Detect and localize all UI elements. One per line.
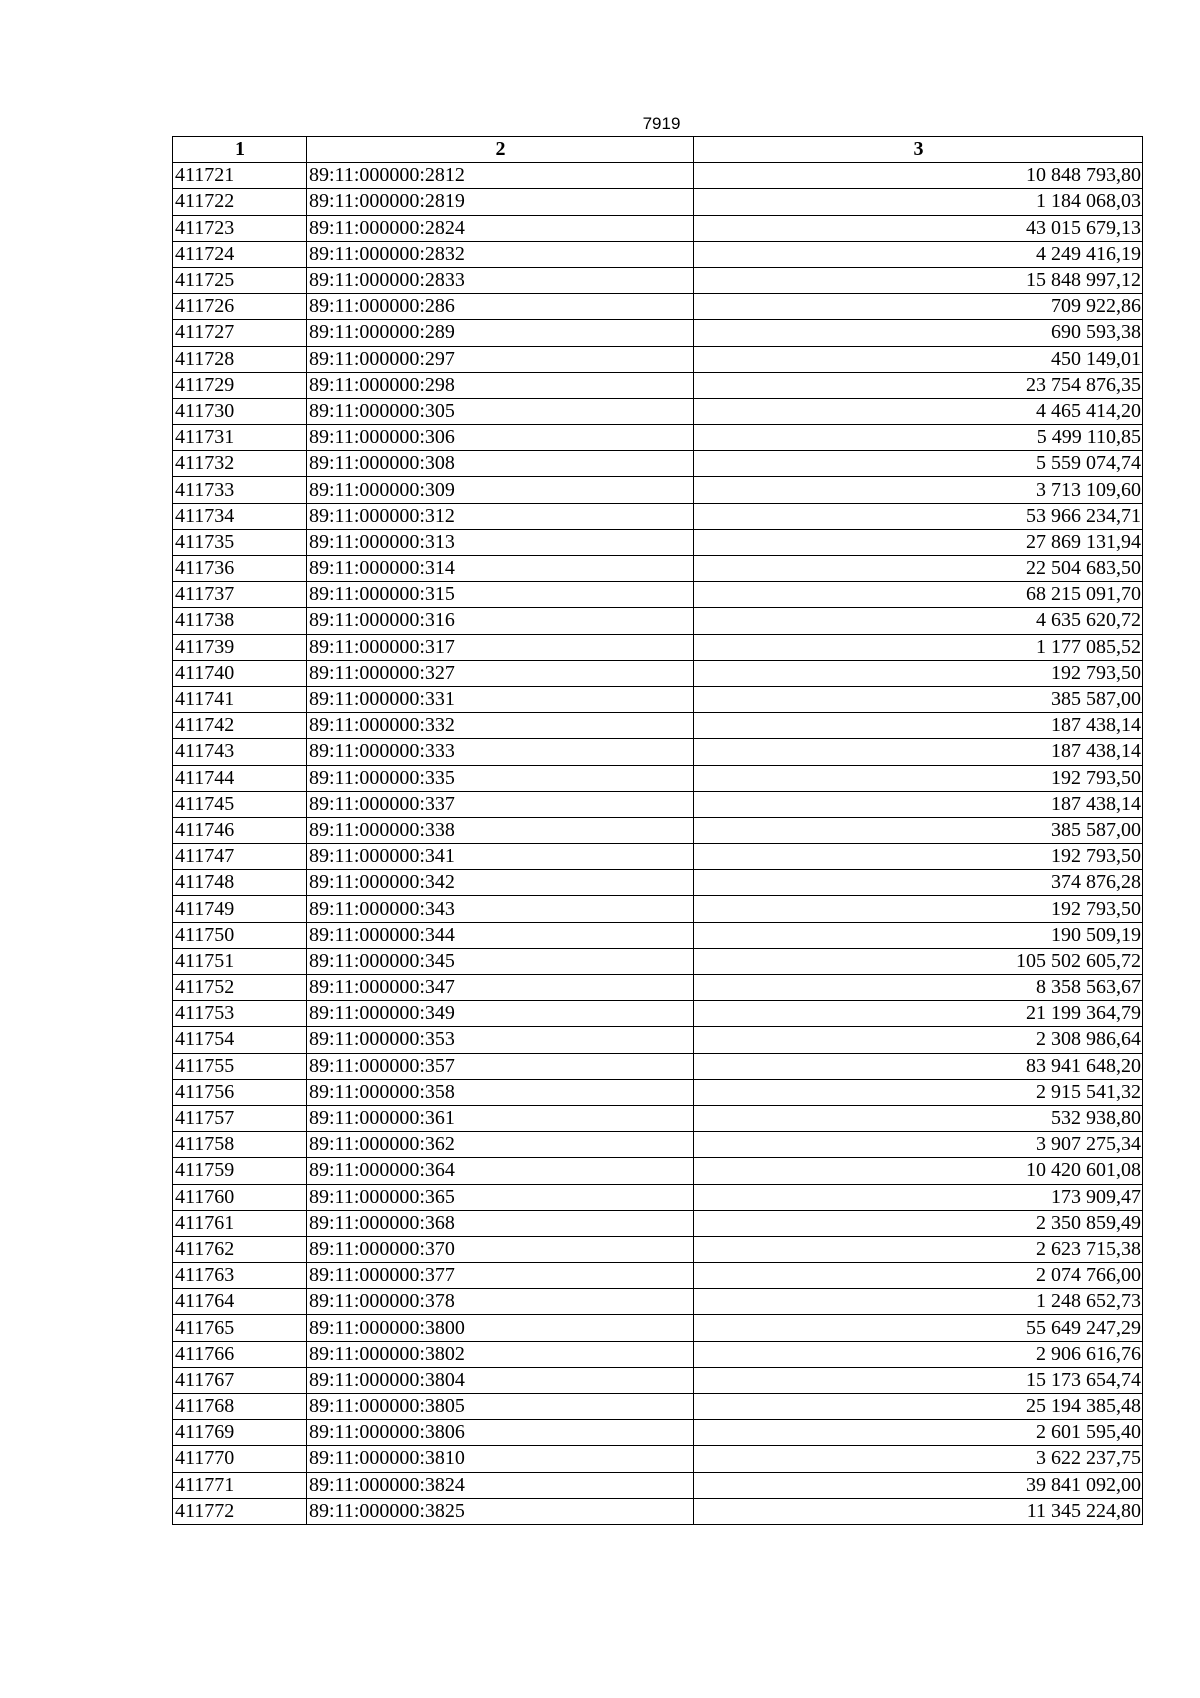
table-row <box>173 503 1143 529</box>
row-number-cell: 411765 <box>173 1315 307 1341</box>
row-number-cell: 411749 <box>173 896 307 922</box>
cadastral-number-cell: 89:11:000000:377 <box>307 1263 694 1289</box>
cadastral-number-cell: 89:11:000000:341 <box>307 844 694 870</box>
row-number-cell: 411754 <box>173 1027 307 1053</box>
table-body <box>173 163 1143 1525</box>
table-row <box>173 346 1143 372</box>
cadastral-number-cell: 89:11:000000:308 <box>307 451 694 477</box>
row-number-cell: 411752 <box>173 975 307 1001</box>
value-cell: 53 966 234,71 <box>694 503 1143 529</box>
value-cell: 709 922,86 <box>694 294 1143 320</box>
cadastral-number-cell: 89:11:000000:331 <box>307 686 694 712</box>
table-row <box>173 1367 1143 1393</box>
value-cell: 187 438,14 <box>694 791 1143 817</box>
cadastral-number-cell: 89:11:000000:317 <box>307 634 694 660</box>
row-number-cell: 411743 <box>173 739 307 765</box>
column-header-3: 3 <box>694 137 1143 163</box>
cadastral-number-cell: 89:11:000000:368 <box>307 1210 694 1236</box>
table-row <box>173 425 1143 451</box>
table-row <box>173 1472 1143 1498</box>
value-cell: 43 015 679,13 <box>694 215 1143 241</box>
table-row <box>173 739 1143 765</box>
table-row <box>173 1105 1143 1131</box>
table-row <box>173 1132 1143 1158</box>
value-cell: 187 438,14 <box>694 739 1143 765</box>
cadastral-number-cell: 89:11:000000:364 <box>307 1158 694 1184</box>
table-row <box>173 817 1143 843</box>
cadastral-number-cell: 89:11:000000:347 <box>307 975 694 1001</box>
row-number-cell: 411753 <box>173 1001 307 1027</box>
value-cell: 105 502 605,72 <box>694 948 1143 974</box>
value-cell: 532 938,80 <box>694 1105 1143 1131</box>
cadastral-number-cell: 89:11:000000:298 <box>307 372 694 398</box>
cadastral-number-cell: 89:11:000000:349 <box>307 1001 694 1027</box>
row-number-cell: 411740 <box>173 660 307 686</box>
value-cell: 4 249 416,19 <box>694 241 1143 267</box>
value-cell: 21 199 364,79 <box>694 1001 1143 1027</box>
cadastral-number-cell: 89:11:000000:297 <box>307 346 694 372</box>
row-number-cell: 411756 <box>173 1079 307 1105</box>
table-row <box>173 634 1143 660</box>
value-cell: 25 194 385,48 <box>694 1394 1143 1420</box>
value-cell: 15 848 997,12 <box>694 267 1143 293</box>
value-cell: 187 438,14 <box>694 713 1143 739</box>
value-cell: 385 587,00 <box>694 817 1143 843</box>
value-cell: 23 754 876,35 <box>694 372 1143 398</box>
table-row <box>173 870 1143 896</box>
value-cell: 192 793,50 <box>694 660 1143 686</box>
row-number-cell: 411745 <box>173 791 307 817</box>
value-cell: 27 869 131,94 <box>694 529 1143 555</box>
table-row <box>173 1236 1143 1262</box>
cadastral-number-cell: 89:11:000000:362 <box>307 1132 694 1158</box>
cadastral-number-cell: 89:11:000000:315 <box>307 582 694 608</box>
row-number-cell: 411757 <box>173 1105 307 1131</box>
row-number-cell: 411737 <box>173 582 307 608</box>
cadastral-number-cell: 89:11:000000:358 <box>307 1079 694 1105</box>
value-cell: 3 713 109,60 <box>694 477 1143 503</box>
cadastral-number-cell: 89:11:000000:342 <box>307 870 694 896</box>
value-cell: 5 499 110,85 <box>694 425 1143 451</box>
table-header <box>173 137 1143 163</box>
table-row <box>173 372 1143 398</box>
table-row <box>173 975 1143 1001</box>
cadastral-number-cell: 89:11:000000:309 <box>307 477 694 503</box>
cadastral-number-cell: 89:11:000000:2812 <box>307 163 694 189</box>
value-cell: 2 623 715,38 <box>694 1236 1143 1262</box>
row-number-cell: 411730 <box>173 398 307 424</box>
cadastral-number-cell: 89:11:000000:3804 <box>307 1367 694 1393</box>
table-row <box>173 1027 1143 1053</box>
row-number-cell: 411763 <box>173 1263 307 1289</box>
row-number-cell: 411772 <box>173 1498 307 1524</box>
value-cell: 1 184 068,03 <box>694 189 1143 215</box>
table-row <box>173 922 1143 948</box>
cadastral-number-cell: 89:11:000000:313 <box>307 529 694 555</box>
row-number-cell: 411747 <box>173 844 307 870</box>
cadastral-number-cell: 89:11:000000:333 <box>307 739 694 765</box>
value-cell: 690 593,38 <box>694 320 1143 346</box>
row-number-cell: 411728 <box>173 346 307 372</box>
value-cell: 10 848 793,80 <box>694 163 1143 189</box>
table-row <box>173 608 1143 634</box>
value-cell: 173 909,47 <box>694 1184 1143 1210</box>
value-cell: 192 793,50 <box>694 844 1143 870</box>
value-cell: 83 941 648,20 <box>694 1053 1143 1079</box>
value-cell: 2 601 595,40 <box>694 1420 1143 1446</box>
row-number-cell: 411760 <box>173 1184 307 1210</box>
row-number-cell: 411748 <box>173 870 307 896</box>
cadastral-number-cell: 89:11:000000:353 <box>307 1027 694 1053</box>
table-row <box>173 556 1143 582</box>
value-cell: 385 587,00 <box>694 686 1143 712</box>
row-number-cell: 411771 <box>173 1472 307 1498</box>
row-number-cell: 411741 <box>173 686 307 712</box>
registry-table <box>172 136 1143 1525</box>
table-row <box>173 765 1143 791</box>
row-number-cell: 411767 <box>173 1367 307 1393</box>
row-number-cell: 411733 <box>173 477 307 503</box>
row-number-cell: 411739 <box>173 634 307 660</box>
value-cell: 2 915 541,32 <box>694 1079 1143 1105</box>
cadastral-number-cell: 89:11:000000:2824 <box>307 215 694 241</box>
cadastral-number-cell: 89:11:000000:361 <box>307 1105 694 1131</box>
row-number-cell: 411761 <box>173 1210 307 1236</box>
table-row <box>173 1315 1143 1341</box>
value-cell: 1 177 085,52 <box>694 634 1143 660</box>
row-number-cell: 411724 <box>173 241 307 267</box>
table-row <box>173 686 1143 712</box>
cadastral-number-cell: 89:11:000000:306 <box>307 425 694 451</box>
table-row <box>173 1001 1143 1027</box>
row-number-cell: 411736 <box>173 556 307 582</box>
table-row <box>173 948 1143 974</box>
cadastral-number-cell: 89:11:000000:316 <box>307 608 694 634</box>
cadastral-number-cell: 89:11:000000:2832 <box>307 241 694 267</box>
row-number-cell: 411742 <box>173 713 307 739</box>
table-row <box>173 215 1143 241</box>
table-row <box>173 398 1143 424</box>
cadastral-number-cell: 89:11:000000:312 <box>307 503 694 529</box>
cadastral-number-cell: 89:11:000000:3810 <box>307 1446 694 1472</box>
cadastral-number-cell: 89:11:000000:365 <box>307 1184 694 1210</box>
table-row <box>173 1394 1143 1420</box>
row-number-cell: 411764 <box>173 1289 307 1315</box>
value-cell: 2 308 986,64 <box>694 1027 1143 1053</box>
row-number-cell: 411755 <box>173 1053 307 1079</box>
row-number-cell: 411726 <box>173 294 307 320</box>
value-cell: 192 793,50 <box>694 896 1143 922</box>
table-row <box>173 1420 1143 1446</box>
cadastral-number-cell: 89:11:000000:305 <box>307 398 694 424</box>
table-row <box>173 1079 1143 1105</box>
cadastral-number-cell: 89:11:000000:3824 <box>307 1472 694 1498</box>
table-row <box>173 1158 1143 1184</box>
table-row <box>173 241 1143 267</box>
table-row <box>173 791 1143 817</box>
table-row <box>173 1341 1143 1367</box>
cadastral-number-cell: 89:11:000000:370 <box>307 1236 694 1262</box>
row-number-cell: 411729 <box>173 372 307 398</box>
value-cell: 5 559 074,74 <box>694 451 1143 477</box>
table-row <box>173 896 1143 922</box>
table-row <box>173 1446 1143 1472</box>
row-number-cell: 411762 <box>173 1236 307 1262</box>
table-row <box>173 1184 1143 1210</box>
cadastral-number-cell: 89:11:000000:327 <box>307 660 694 686</box>
row-number-cell: 411732 <box>173 451 307 477</box>
cadastral-number-cell: 89:11:000000:3802 <box>307 1341 694 1367</box>
table-row <box>173 189 1143 215</box>
value-cell: 8 358 563,67 <box>694 975 1143 1001</box>
table-row <box>173 267 1143 293</box>
table-row <box>173 294 1143 320</box>
row-number-cell: 411727 <box>173 320 307 346</box>
value-cell: 192 793,50 <box>694 765 1143 791</box>
cadastral-number-cell: 89:11:000000:332 <box>307 713 694 739</box>
value-cell: 3 622 237,75 <box>694 1446 1143 1472</box>
cadastral-number-cell: 89:11:000000:2833 <box>307 267 694 293</box>
cadastral-number-cell: 89:11:000000:2819 <box>307 189 694 215</box>
value-cell: 2 906 616,76 <box>694 1341 1143 1367</box>
row-number-cell: 411725 <box>173 267 307 293</box>
table-row <box>173 1053 1143 1079</box>
table-row <box>173 1263 1143 1289</box>
cadastral-number-cell: 89:11:000000:357 <box>307 1053 694 1079</box>
value-cell: 3 907 275,34 <box>694 1132 1143 1158</box>
cadastral-number-cell: 89:11:000000:314 <box>307 556 694 582</box>
row-number-cell: 411738 <box>173 608 307 634</box>
cadastral-number-cell: 89:11:000000:343 <box>307 896 694 922</box>
table-row <box>173 844 1143 870</box>
cadastral-number-cell: 89:11:000000:335 <box>307 765 694 791</box>
row-number-cell: 411750 <box>173 922 307 948</box>
value-cell: 2 350 859,49 <box>694 1210 1143 1236</box>
table-row <box>173 477 1143 503</box>
row-number-cell: 411746 <box>173 817 307 843</box>
cadastral-number-cell: 89:11:000000:337 <box>307 791 694 817</box>
table-row <box>173 320 1143 346</box>
page-number: 7919 <box>642 114 681 133</box>
row-number-cell: 411758 <box>173 1132 307 1158</box>
row-number-cell: 411723 <box>173 215 307 241</box>
table-row <box>173 529 1143 555</box>
row-number-cell: 411770 <box>173 1446 307 1472</box>
table-row <box>173 1289 1143 1315</box>
row-number-cell: 411759 <box>173 1158 307 1184</box>
cadastral-number-cell: 89:11:000000:3806 <box>307 1420 694 1446</box>
header-row <box>173 137 1143 163</box>
table-row <box>173 713 1143 739</box>
row-number-cell: 411721 <box>173 163 307 189</box>
value-cell: 4 635 620,72 <box>694 608 1143 634</box>
row-number-cell: 411769 <box>173 1420 307 1446</box>
cadastral-number-cell: 89:11:000000:378 <box>307 1289 694 1315</box>
value-cell: 4 465 414,20 <box>694 398 1143 424</box>
value-cell: 55 649 247,29 <box>694 1315 1143 1341</box>
value-cell: 190 509,19 <box>694 922 1143 948</box>
value-cell: 2 074 766,00 <box>694 1263 1143 1289</box>
row-number-cell: 411768 <box>173 1394 307 1420</box>
value-cell: 11 345 224,80 <box>694 1498 1143 1524</box>
value-cell: 15 173 654,74 <box>694 1367 1143 1393</box>
cadastral-number-cell: 89:11:000000:344 <box>307 922 694 948</box>
value-cell: 450 149,01 <box>694 346 1143 372</box>
cadastral-number-cell: 89:11:000000:3800 <box>307 1315 694 1341</box>
value-cell: 1 248 652,73 <box>694 1289 1143 1315</box>
table-row <box>173 1498 1143 1524</box>
cadastral-number-cell: 89:11:000000:3825 <box>307 1498 694 1524</box>
table-row <box>173 582 1143 608</box>
value-cell: 39 841 092,00 <box>694 1472 1143 1498</box>
row-number-cell: 411744 <box>173 765 307 791</box>
column-header-1: 1 <box>173 137 307 163</box>
row-number-cell: 411751 <box>173 948 307 974</box>
row-number-cell: 411722 <box>173 189 307 215</box>
cadastral-number-cell: 89:11:000000:3805 <box>307 1394 694 1420</box>
table-row <box>173 1210 1143 1236</box>
table-row <box>173 451 1143 477</box>
column-header-2: 2 <box>307 137 694 163</box>
value-cell: 10 420 601,08 <box>694 1158 1143 1184</box>
value-cell: 374 876,28 <box>694 870 1143 896</box>
value-cell: 22 504 683,50 <box>694 556 1143 582</box>
row-number-cell: 411731 <box>173 425 307 451</box>
row-number-cell: 411735 <box>173 529 307 555</box>
cadastral-number-cell: 89:11:000000:286 <box>307 294 694 320</box>
cadastral-number-cell: 89:11:000000:289 <box>307 320 694 346</box>
cadastral-number-cell: 89:11:000000:345 <box>307 948 694 974</box>
table-row <box>173 163 1143 189</box>
cadastral-number-cell: 89:11:000000:338 <box>307 817 694 843</box>
table-row <box>173 660 1143 686</box>
row-number-cell: 411734 <box>173 503 307 529</box>
row-number-cell: 411766 <box>173 1341 307 1367</box>
value-cell: 68 215 091,70 <box>694 582 1143 608</box>
